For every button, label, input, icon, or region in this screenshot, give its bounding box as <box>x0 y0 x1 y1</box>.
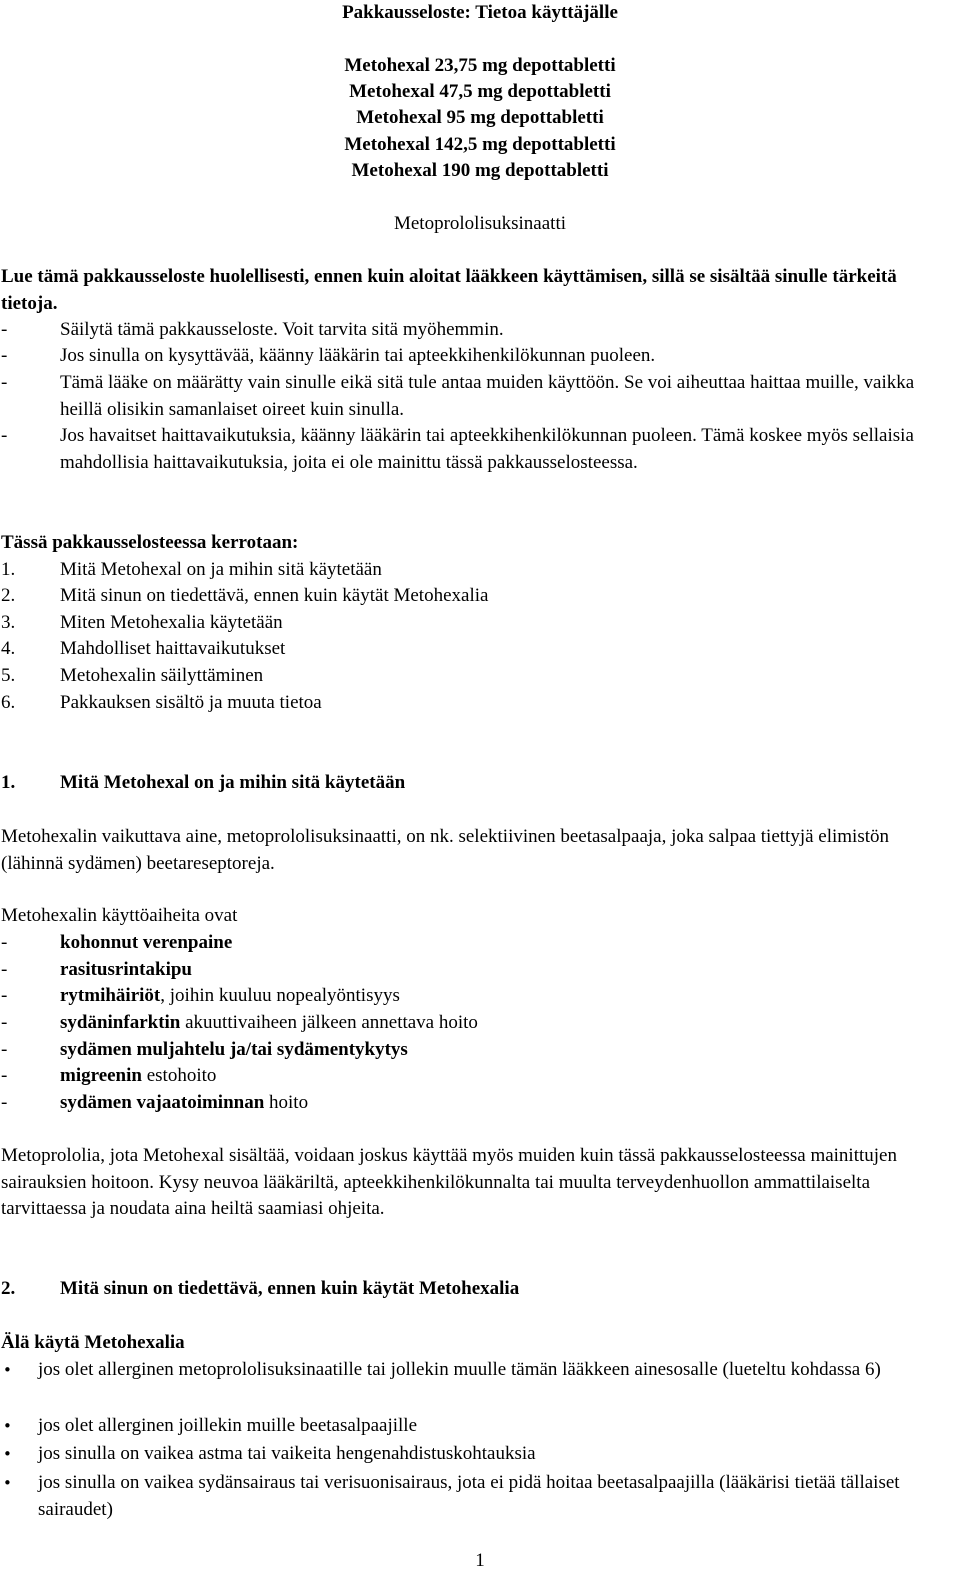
product-name: Metohexal 47,5 mg depottabletti <box>349 81 611 102</box>
bullet-marker: • <box>3 1417 12 1435</box>
section-1-note: Metoprololia, jota Metohexal sisältää, voidaan joskus käyttää myös muiden kuin tässä pakkausselosteessa mainittujen sairauksien hoitoon. Kysy neuvoa lääkäriltä, apteekkihenkilökunnalta tai muulta terveydenhuollon ammattilaiselta tarvittaessa ja noudata aina heiltä saamiasi ohjeita. <box>1 1145 897 1219</box>
intro-list-item: - Jos havaitset haittavaikutuksia, käänny lääkärin tai apteekkihenkilökunnan puoleen. Tämä koskee myös sellaisia mahdollisia haittavaikutuksia, joita ei ole mainittu tässä pakkausselosteessa. <box>1 425 914 473</box>
product-name: Metohexal 190 mg depottabletti <box>351 160 609 181</box>
section-2-heading: 2. Mitä sinun on tiedettävä, ennen kuin käytät Metohexalia <box>1 1278 520 1299</box>
dash-marker: - <box>1 959 8 980</box>
intro-paragraph: Lue tämä pakkausseloste huolellisesti, ennen kuin aloitat lääkkeen käyttämisen, sillä se sisältää sinulle tärkeitä tietoja. <box>1 266 897 314</box>
contraindication-item: • jos sinulla on vaikea sydänsairaus tai verisuonisairaus, jota ei pidä hoitaa beetasalpaajilla (lääkärisi tietää tällaiset sairaudet) <box>3 1472 900 1520</box>
indication-item: - kohonnut verenpaine <box>0 930 955 957</box>
dash-marker: - <box>1 1092 8 1113</box>
bullet-marker: • <box>3 1474 12 1492</box>
dash-marker: - <box>1 345 8 366</box>
contraindications-heading: Älä käytä Metohexalia <box>1 1332 185 1353</box>
dash-marker: - <box>1 1065 8 1086</box>
contraindication-item: • jos olet allerginen joillekin muille beetasalpaajille <box>0 1413 955 1440</box>
toc-item: 2. Mitä sinun on tiedettävä, ennen kuin käytät Metohexalia <box>1 585 489 606</box>
page-number: 1 <box>475 1550 485 1571</box>
dash-marker: - <box>1 372 8 393</box>
intro-list-item: - Tämä lääke on määrätty vain sinulle eikä sitä tule antaa muiden käyttöön. Se voi aiheuttaa haittaa muille, vaikka heillä olisikin samanlaiset oireet kuin sinulla. <box>1 372 915 420</box>
intro-list-item: - Jos sinulla on kysyttävää, käänny lääkärin tai apteekkihenkilökunnan puoleen. <box>0 343 955 370</box>
indication-item: - migreenin estohoito <box>0 1063 955 1090</box>
section-1-paragraph: Metohexalin vaikuttava aine, metoprololisuksinaatti, on nk. selektiivinen beetasalpaaja, joka salpaa tiettyjä elimistön (lähinnä sydämen) beetareseptoreja. <box>1 826 889 874</box>
dash-marker: - <box>1 1039 8 1060</box>
intro-list-item: - Säilytä tämä pakkausseloste. Voit tarvita sitä myöhemmin. <box>0 317 955 344</box>
indication-item: - sydäninfarktin akuuttivaiheen jälkeen annettava hoito <box>0 1010 955 1037</box>
product-name: Metohexal 95 mg depottabletti <box>356 107 604 128</box>
indication-item: - sydämen vajaatoiminnan hoito <box>0 1090 955 1117</box>
toc-item: 6. Pakkauksen sisältö ja muuta tietoa <box>1 692 322 713</box>
active-substance: Metoprololisuksinaatti <box>393 213 567 234</box>
dash-marker: - <box>1 425 8 446</box>
toc-item: 4. Mahdolliset haittavaikutukset <box>1 638 286 659</box>
bullet-marker: • <box>3 1445 12 1463</box>
product-name: Metohexal 142,5 mg depottabletti <box>344 134 616 155</box>
dash-marker: - <box>1 319 8 340</box>
document-title: Pakkausseloste: Tietoa käyttäjälle <box>342 2 618 23</box>
dash-marker: - <box>1 932 8 953</box>
section-1-heading: 1. Mitä Metohexal on ja mihin sitä käytetään <box>1 772 406 793</box>
dash-marker: - <box>1 1012 8 1033</box>
indication-item: - rytmihäiriöt, joihin kuuluu nopealyöntisyys <box>0 983 955 1010</box>
contraindication-item: • jos olet allerginen metoprololisuksinaatille tai jollekin muulle tämän lääkkeen ainesosalle (lueteltu kohdassa 6) <box>0 1357 955 1384</box>
indications-label: Metohexalin käyttöaiheita ovat <box>1 905 238 926</box>
toc-item: 3. Miten Metohexalia käytetään <box>1 612 283 633</box>
product-name: Metohexal 23,75 mg depottabletti <box>344 55 616 76</box>
bullet-marker: • <box>3 1361 12 1379</box>
indication-item: - sydämen muljahtelu ja/tai sydämentykytys <box>0 1037 955 1064</box>
dash-marker: - <box>1 985 8 1006</box>
toc-item: 5. Metohexalin säilyttäminen <box>1 665 264 686</box>
toc-item: 1. Mitä Metohexal on ja mihin sitä käytetään <box>1 559 382 580</box>
contraindication-item: • jos sinulla on vaikea astma tai vaikeita hengenahdistuskohtauksia <box>0 1441 955 1468</box>
indication-item: - rasitusrintakipu <box>0 957 955 984</box>
toc-heading: Tässä pakkausselosteessa kerrotaan: <box>1 532 299 553</box>
